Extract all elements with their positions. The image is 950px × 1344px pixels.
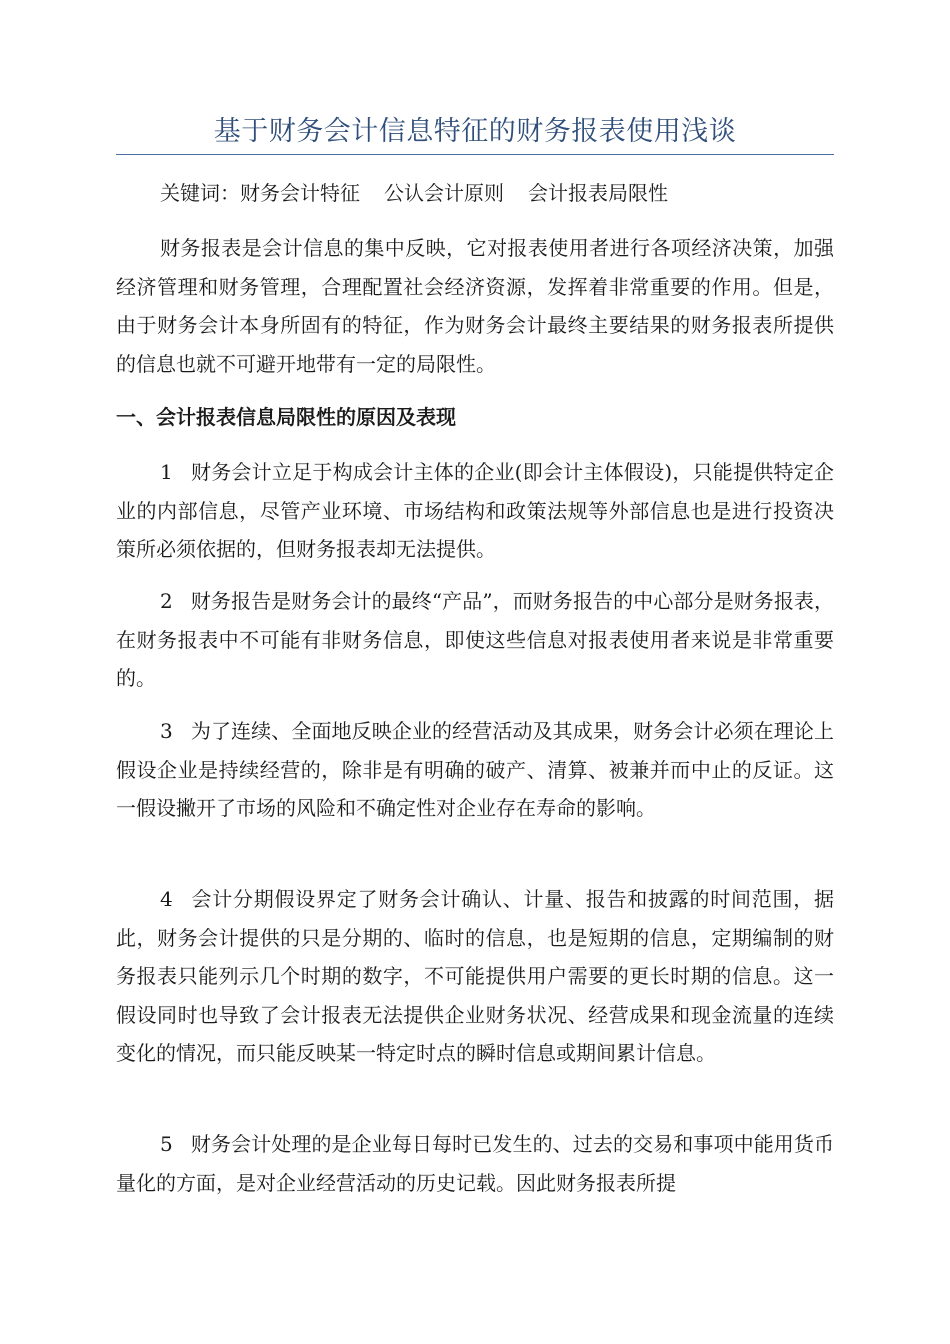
item-number: 5: [160, 1132, 173, 1156]
list-item: [116, 453, 834, 569]
document-title: 基于财务会计信息特征的财务报表使用浅谈: [213, 116, 737, 147]
section-heading: 一、会计报表信息局限性的原因及表现: [116, 405, 456, 429]
keyword: 会计报表局限性: [528, 181, 668, 205]
item-number: 2: [160, 589, 173, 613]
item-text: 为了连续、全面地反映企业的经营活动及其成果，财务会计必须在理论上假设企业是持续经营的，除非是有明确的破产、清算、被兼并而中止的反证。这一假设撇开了市场的风险和不确定性对企业存在寿命的影响。: [116, 719, 834, 820]
list-item: [116, 582, 834, 698]
item-number: 3: [160, 719, 173, 743]
item-text: 财务报告是财务会计的最终“产品”，而财务报告的中心部分是财务报表，在财务报表中不可能有非财务信息，即使这些信息对报表使用者来说是非常重要的。: [116, 589, 834, 690]
item-text: 财务会计处理的是企业每日每时已发生的、过去的交易和事项中能用货币量化的方面，是对企业经营活动的历史记载。因此财务报表所提: [116, 1132, 834, 1195]
title-underline: [116, 154, 834, 155]
item-number: 1: [160, 460, 173, 484]
keywords-line: [116, 174, 834, 213]
item-number: 4: [160, 887, 173, 911]
keyword: 财务会计特征: [240, 181, 360, 205]
intro-paragraph: 财务报表是会计信息的集中反映，它对报表使用者进行各项经济决策，加强经济管理和财务管理，合理配置社会经济资源，发挥着非常重要的作用。但是，由于财务会计本身所固有的特征，作为财务会计最终主要结果的财务报表所提供的信息也就不可避开地带有一定的局限性。: [116, 236, 834, 376]
keyword: 公认会计原则: [384, 181, 504, 205]
list-item: [116, 712, 834, 828]
item-text: 会计分期假设界定了财务会计确认、计量、报告和披露的时间范围，据此，财务会计提供的只是分期的、临时的信息，也是短期的信息，定期编制的财务报表只能列示几个时期的数字，不可能提供用户需要的更长时期的信息。这一假设同时也导致了会计报表无法提供企业财务状况、经营成果和现金流量的连续变化的情况，而只能反映某一特定时点的瞬时信息或期间累计信息。: [116, 887, 834, 1065]
list-item: [116, 880, 834, 1073]
list-item: [116, 1125, 834, 1202]
item-text: 财务会计立足于构成会计主体的企业(即会计主体假设)，只能提供特定企业的内部信息，尽管产业环境、市场结构和政策法规等外部信息也是进行投资决策所必须依据的，但财务报表却无法提供。: [116, 460, 834, 561]
keywords-label: 关键词：: [160, 181, 240, 205]
